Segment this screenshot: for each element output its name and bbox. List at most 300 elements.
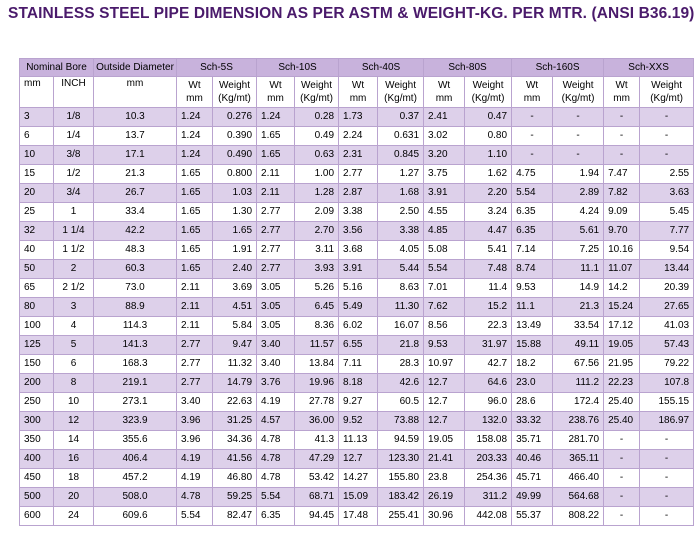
table-cell: 14	[54, 431, 94, 450]
table-cell: 88.9	[94, 298, 177, 317]
table-cell: 3.93	[295, 260, 339, 279]
table-cell: 42.6	[378, 374, 424, 393]
wt-mm-header	[424, 77, 465, 108]
table-row	[20, 317, 694, 336]
table-cell: 4	[54, 317, 94, 336]
table-cell: 1.30	[213, 203, 257, 222]
table-cell: 155.80	[378, 469, 424, 488]
wt-mm-header	[339, 77, 378, 108]
table-cell: -	[512, 146, 553, 165]
table-cell: 3.20	[424, 146, 465, 165]
table-row	[20, 127, 694, 146]
table-cell: 1.65	[177, 222, 213, 241]
table-cell: 25	[20, 203, 54, 222]
table-cell: 4.19	[257, 393, 295, 412]
table-row	[20, 146, 694, 165]
table-cell: 11.07	[604, 260, 640, 279]
table-cell: 14.27	[339, 469, 378, 488]
table-cell: 3	[20, 108, 54, 127]
table-cell: 59.25	[213, 488, 257, 507]
table-cell: 508.0	[94, 488, 177, 507]
table-cell: 5.61	[553, 222, 604, 241]
table-cell: -	[604, 450, 640, 469]
table-cell: 11.4	[465, 279, 512, 298]
table-cell: 0.37	[378, 108, 424, 127]
table-cell: 47.29	[295, 450, 339, 469]
table-cell: 13.84	[295, 355, 339, 374]
table-cell: 1.65	[177, 165, 213, 184]
table-cell: 27.78	[295, 393, 339, 412]
table-cell: 4.55	[424, 203, 465, 222]
table-cell: 6.35	[512, 203, 553, 222]
table-cell: -	[604, 488, 640, 507]
table-cell: -	[604, 469, 640, 488]
table-cell: 1 1/4	[54, 222, 94, 241]
table-cell: 3.40	[257, 355, 295, 374]
table-cell: 1/2	[54, 165, 94, 184]
wt-label: Wt	[269, 80, 282, 91]
table-cell: 158.08	[465, 431, 512, 450]
table-cell: 22.3	[465, 317, 512, 336]
table-cell: 0.80	[465, 127, 512, 146]
table-cell: 2.11	[257, 165, 295, 184]
schedule-header: Sch-40S	[339, 59, 424, 77]
table-cell: 4.78	[257, 450, 295, 469]
table-cell: 23.0	[512, 374, 553, 393]
table-cell: 406.4	[94, 450, 177, 469]
table-cell: 107.8	[640, 374, 694, 393]
table-cell: 16.07	[378, 317, 424, 336]
table-cell: 219.1	[94, 374, 177, 393]
table-cell: 7.47	[604, 165, 640, 184]
table-cell: 6.55	[339, 336, 378, 355]
table-cell: 1.94	[553, 165, 604, 184]
table-cell: 1.24	[177, 108, 213, 127]
weight-kg-header	[378, 77, 424, 108]
table-cell: 3	[54, 298, 94, 317]
outside-diameter-header: Outside Diameter	[94, 59, 177, 77]
weight-kg-header	[553, 77, 604, 108]
table-cell: 8.18	[339, 374, 378, 393]
table-cell: 22.23	[604, 374, 640, 393]
table-cell: 6	[20, 127, 54, 146]
table-cell: 4.05	[378, 241, 424, 260]
table-cell: 68.71	[295, 488, 339, 507]
table-cell: 609.6	[94, 507, 177, 526]
table-cell: 442.08	[465, 507, 512, 526]
table-cell: 3.96	[177, 431, 213, 450]
table-cell: 3.69	[213, 279, 257, 298]
table-cell: 31.97	[465, 336, 512, 355]
table-cell: 5.16	[339, 279, 378, 298]
table-cell: -	[553, 146, 604, 165]
wt-unit: mm	[435, 93, 453, 104]
table-cell: 15.2	[465, 298, 512, 317]
table-cell: 0.490	[213, 146, 257, 165]
table-cell: 53.42	[295, 469, 339, 488]
table-cell: 0.631	[378, 127, 424, 146]
table-cell: 30.96	[424, 507, 465, 526]
table-cell: 14.9	[553, 279, 604, 298]
table-cell: 55.37	[512, 507, 553, 526]
table-cell: 2.77	[257, 260, 295, 279]
table-cell: 8.63	[378, 279, 424, 298]
table-cell: 1.65	[177, 241, 213, 260]
table-cell: 4.78	[257, 469, 295, 488]
table-cell: -	[553, 108, 604, 127]
wt-unit: mm	[267, 93, 284, 104]
table-cell: 15.09	[339, 488, 378, 507]
table-cell: 2.77	[177, 355, 213, 374]
table-cell: 5.54	[257, 488, 295, 507]
table-cell: 33.4	[94, 203, 177, 222]
table-cell: 8.56	[424, 317, 465, 336]
weight-label: Weight	[385, 80, 417, 91]
table-cell: 11.1	[512, 298, 553, 317]
table-cell: 4.78	[257, 431, 295, 450]
schedule-header: Sch-160S	[512, 59, 604, 77]
table-cell: 3.91	[424, 184, 465, 203]
table-cell: 5.44	[378, 260, 424, 279]
table-cell: 10.16	[604, 241, 640, 260]
table-cell: 33.32	[512, 412, 553, 431]
table-cell: 21.41	[424, 450, 465, 469]
table-cell: 12	[54, 412, 94, 431]
table-cell: 3.05	[257, 279, 295, 298]
table-cell: 3.76	[257, 374, 295, 393]
table-cell: 0.390	[213, 127, 257, 146]
table-cell: 200	[20, 374, 54, 393]
table-cell: 11.30	[378, 298, 424, 317]
table-cell: -	[640, 146, 694, 165]
table-cell: 9.53	[512, 279, 553, 298]
table-cell: 9.54	[640, 241, 694, 260]
table-cell: 2.55	[640, 165, 694, 184]
table-cell: 254.36	[465, 469, 512, 488]
table-cell: 3.38	[339, 203, 378, 222]
wt-label: Wt	[525, 80, 539, 91]
table-cell: 2.77	[257, 203, 295, 222]
table-cell: 24	[54, 507, 94, 526]
table-row	[20, 222, 694, 241]
table-row	[20, 450, 694, 469]
weight-label: Weight	[562, 80, 594, 91]
table-cell: 32	[20, 222, 54, 241]
table-cell: 1/8	[54, 108, 94, 127]
table-cell: 255.41	[378, 507, 424, 526]
table-cell: -	[640, 507, 694, 526]
table-cell: 7.01	[424, 279, 465, 298]
table-row	[20, 412, 694, 431]
table-cell: 1.65	[213, 222, 257, 241]
table-cell: 5.45	[640, 203, 694, 222]
table-row	[20, 184, 694, 203]
table-cell: 4.75	[512, 165, 553, 184]
table-cell: 355.6	[94, 431, 177, 450]
table-cell: 19.96	[295, 374, 339, 393]
table-cell: 12.7	[424, 412, 465, 431]
table-cell: 82.47	[213, 507, 257, 526]
table-cell: 1.62	[465, 165, 512, 184]
table-cell: 11.1	[553, 260, 604, 279]
table-cell: 1.24	[177, 127, 213, 146]
table-cell: 2.89	[553, 184, 604, 203]
table-cell: 1.28	[295, 184, 339, 203]
table-cell: 114.3	[94, 317, 177, 336]
table-cell: 60.5	[378, 393, 424, 412]
table-cell: 1.65	[257, 146, 295, 165]
table-cell: 125	[20, 336, 54, 355]
table-cell: 9.53	[424, 336, 465, 355]
table-cell: 168.3	[94, 355, 177, 374]
table-cell: 323.9	[94, 412, 177, 431]
weight-kg-header	[640, 77, 694, 108]
table-cell: 1.65	[177, 260, 213, 279]
table-cell: 5.26	[295, 279, 339, 298]
table-cell: 1.65	[177, 203, 213, 222]
table-cell: 3.40	[257, 336, 295, 355]
table-cell: 18.2	[512, 355, 553, 374]
table-cell: 111.2	[553, 374, 604, 393]
table-cell: 3.96	[177, 412, 213, 431]
table-cell: 0.276	[213, 108, 257, 127]
table-cell: 3.02	[424, 127, 465, 146]
table-cell: 2.11	[177, 298, 213, 317]
table-cell: -	[640, 469, 694, 488]
table-row	[20, 165, 694, 184]
table-cell: 7.62	[424, 298, 465, 317]
table-cell: 2.50	[378, 203, 424, 222]
table-cell: 2.31	[339, 146, 378, 165]
table-cell: 25.40	[604, 393, 640, 412]
table-cell: 2.24	[339, 127, 378, 146]
table-cell: 3.11	[295, 241, 339, 260]
table-cell: 22.63	[213, 393, 257, 412]
table-cell: 19.05	[424, 431, 465, 450]
table-cell: 3.05	[257, 298, 295, 317]
table-cell: -	[640, 127, 694, 146]
weight-unit: (Kg/mt)	[561, 93, 595, 104]
table-cell: 2.41	[424, 108, 465, 127]
table-cell: 14.79	[213, 374, 257, 393]
table-cell: 4.19	[177, 469, 213, 488]
table-cell: 2.77	[339, 165, 378, 184]
table-row	[20, 241, 694, 260]
table-cell: 42.2	[94, 222, 177, 241]
table-cell: 7.77	[640, 222, 694, 241]
table-cell: 2.77	[257, 222, 295, 241]
table-cell: 45.71	[512, 469, 553, 488]
table-cell: 50	[20, 260, 54, 279]
table-cell: 10.3	[94, 108, 177, 127]
table-cell: 10	[20, 146, 54, 165]
table-cell: 67.56	[553, 355, 604, 374]
table-body	[20, 108, 694, 526]
table-cell: 34.36	[213, 431, 257, 450]
table-cell: 2.20	[465, 184, 512, 203]
wt-unit: mm	[349, 93, 367, 104]
table-cell: 186.97	[640, 412, 694, 431]
table-cell: 4.19	[177, 450, 213, 469]
table-cell: 5.84	[213, 317, 257, 336]
table-cell: -	[512, 127, 553, 146]
table-cell: 1 1/2	[54, 241, 94, 260]
table-cell: 17.1	[94, 146, 177, 165]
table-cell: 94.45	[295, 507, 339, 526]
table-cell: 3.38	[378, 222, 424, 241]
mm-header: mm	[20, 77, 54, 108]
table-cell: 17.12	[604, 317, 640, 336]
table-cell: 8.74	[512, 260, 553, 279]
table-cell: 20.39	[640, 279, 694, 298]
table-cell: 3.63	[640, 184, 694, 203]
table-cell: 4.51	[213, 298, 257, 317]
table-cell: 466.40	[553, 469, 604, 488]
table-cell: 6	[54, 355, 94, 374]
header-row-schedules	[20, 59, 694, 77]
table-cell: 0.49	[295, 127, 339, 146]
table-cell: 60.3	[94, 260, 177, 279]
table-cell: 4.47	[465, 222, 512, 241]
table-cell: 0.845	[378, 146, 424, 165]
table-cell: 132.0	[465, 412, 512, 431]
table-row	[20, 488, 694, 507]
table-cell: 172.4	[553, 393, 604, 412]
table-cell: 1.91	[213, 241, 257, 260]
table-cell: 238.76	[553, 412, 604, 431]
table-cell: 1.65	[177, 184, 213, 203]
table-cell: 9.47	[213, 336, 257, 355]
table-cell: 7.25	[553, 241, 604, 260]
table-cell: 16	[54, 450, 94, 469]
table-row	[20, 393, 694, 412]
table-cell: 1	[54, 203, 94, 222]
table-cell: 8	[54, 374, 94, 393]
table-cell: 96.0	[465, 393, 512, 412]
table-cell: 457.2	[94, 469, 177, 488]
table-cell: 23.8	[424, 469, 465, 488]
weight-kg-header	[213, 77, 257, 108]
table-row	[20, 469, 694, 488]
table-cell: 1.65	[257, 127, 295, 146]
table-cell: 41.56	[213, 450, 257, 469]
table-cell: 42.7	[465, 355, 512, 374]
table-cell: 3.56	[339, 222, 378, 241]
table-cell: 7.14	[512, 241, 553, 260]
wt-unit: mm	[613, 93, 630, 104]
table-row	[20, 203, 694, 222]
table-cell: 20	[20, 184, 54, 203]
table-cell: 365.11	[553, 450, 604, 469]
table-cell: 2.11	[177, 317, 213, 336]
table-cell: 400	[20, 450, 54, 469]
wt-label: Wt	[437, 80, 451, 91]
weight-unit: (Kg/mt)	[650, 93, 683, 104]
table-cell: 8.36	[295, 317, 339, 336]
table-cell: 6.45	[295, 298, 339, 317]
table-cell: 564.68	[553, 488, 604, 507]
table-cell: -	[604, 127, 640, 146]
table-cell: 49.11	[553, 336, 604, 355]
table-cell: -	[640, 108, 694, 127]
weight-label: Weight	[301, 80, 332, 91]
table-cell: 2.77	[177, 336, 213, 355]
table-cell: -	[640, 488, 694, 507]
table-cell: 36.00	[295, 412, 339, 431]
table-cell: 2 1/2	[54, 279, 94, 298]
table-cell: 73.0	[94, 279, 177, 298]
table-cell: 20	[54, 488, 94, 507]
table-cell: 123.30	[378, 450, 424, 469]
wt-mm-header	[512, 77, 553, 108]
table-cell: 1.24	[177, 146, 213, 165]
table-cell: 21.8	[378, 336, 424, 355]
table-cell: 2.11	[257, 184, 295, 203]
schedule-header: Sch-80S	[424, 59, 512, 77]
table-cell: 5.54	[177, 507, 213, 526]
table-cell: 2.09	[295, 203, 339, 222]
weight-kg-header	[465, 77, 512, 108]
table-cell: 4.24	[553, 203, 604, 222]
wt-label: Wt	[351, 80, 365, 91]
wt-mm-header	[177, 77, 213, 108]
table-cell: 1.00	[295, 165, 339, 184]
table-cell: 1.10	[465, 146, 512, 165]
weight-unit: (Kg/mt)	[218, 93, 251, 104]
table-cell: 500	[20, 488, 54, 507]
schedule-header: Sch-XXS	[604, 59, 694, 77]
header-row-units	[20, 77, 694, 108]
table-cell: 1.73	[339, 108, 378, 127]
table-cell: 5.54	[512, 184, 553, 203]
table-cell: 12.7	[339, 450, 378, 469]
table-cell: 5.54	[424, 260, 465, 279]
table-cell: -	[553, 127, 604, 146]
table-cell: 808.22	[553, 507, 604, 526]
table-cell: 12.7	[424, 374, 465, 393]
schedule-header: Sch-5S	[177, 59, 257, 77]
weight-label: Weight	[219, 80, 250, 91]
table-cell: 2.40	[213, 260, 257, 279]
table-cell: 9.70	[604, 222, 640, 241]
table-cell: 57.43	[640, 336, 694, 355]
table-row	[20, 374, 694, 393]
table-cell: 33.54	[553, 317, 604, 336]
table-row	[20, 298, 694, 317]
table-cell: 600	[20, 507, 54, 526]
table-cell: 1.68	[378, 184, 424, 203]
table-cell: 7.11	[339, 355, 378, 374]
table-cell: 2.70	[295, 222, 339, 241]
table-cell: 150	[20, 355, 54, 374]
table-cell: 1.03	[213, 184, 257, 203]
table-cell: 300	[20, 412, 54, 431]
wt-label: Wt	[188, 80, 201, 91]
table-cell: 25.40	[604, 412, 640, 431]
table-cell: 49.99	[512, 488, 553, 507]
table-cell: 2.77	[257, 241, 295, 260]
table-cell: 11.13	[339, 431, 378, 450]
table-cell: 48.3	[94, 241, 177, 260]
table-cell: 17.48	[339, 507, 378, 526]
table-row	[20, 355, 694, 374]
table-cell: 0.47	[465, 108, 512, 127]
table-cell: 21.3	[553, 298, 604, 317]
table-cell: 4.57	[257, 412, 295, 431]
table-cell: 28.6	[512, 393, 553, 412]
table-row	[20, 108, 694, 127]
table-cell: 10.97	[424, 355, 465, 374]
